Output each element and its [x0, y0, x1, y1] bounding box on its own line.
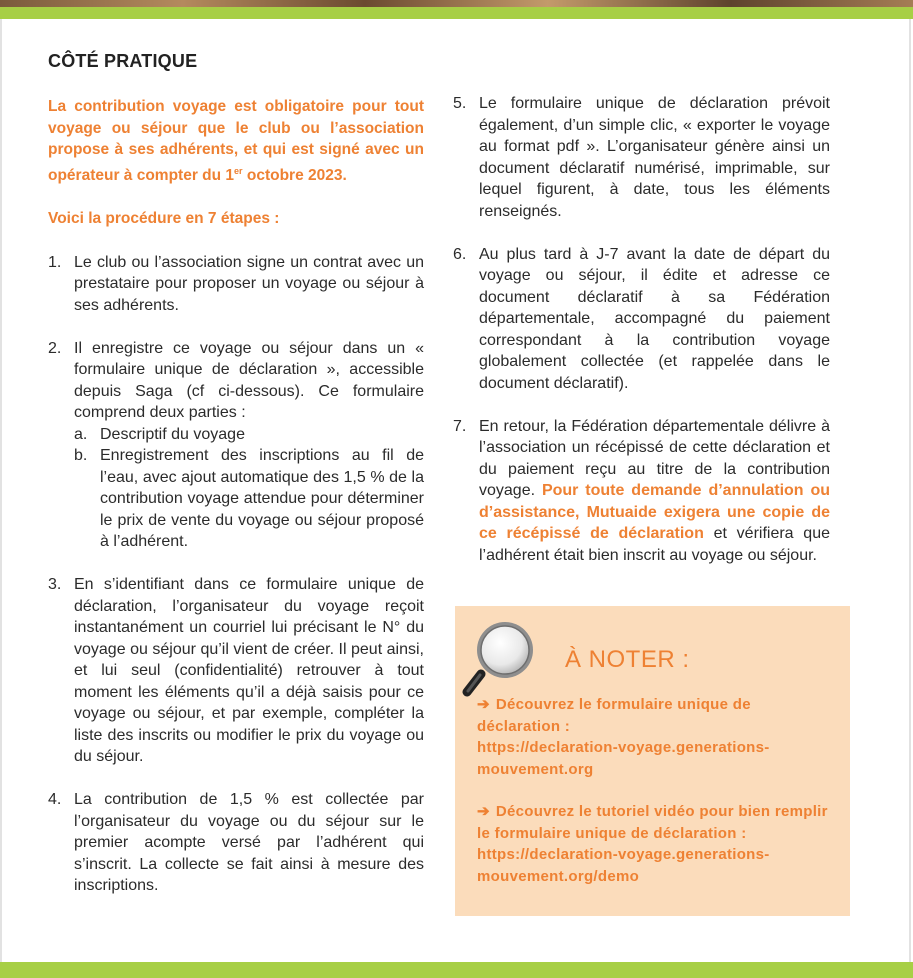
step-5 [453, 93, 830, 222]
sub-item-text: Enregistrement des inscriptions au fil de l’eau, avec ajout automatique des 1,5 % de la contribution voyage attendue pour déterminer le prix de vente du voyage ou séjour proposé à l’adhérent. [100, 447, 424, 551]
sub-item-a [74, 424, 424, 446]
step-number: 6. [453, 245, 467, 263]
step-text: Il enregistre ce voyage ou séjour dans un « formulaire unique de déclaration », accessible depuis Saga (cf ci-dessous). Ce formulaire comprend deux parties : [74, 339, 424, 422]
intro-text: La contribution voyage est obligatoire pour tout voyage ou séjour que le club ou l’association propose à ses adhérents, et qui est signé avec un opérateur à compter du 1 [48, 98, 424, 184]
sub-item-letter: b. [74, 447, 88, 465]
step-text-part: En retour, la Fédération départementale délivre à l’association un récépissé de cette déclaration et du paiement reçu au titre de la contribution voyage. [479, 417, 830, 499]
sub-item-letter: a. [74, 425, 88, 443]
step-3 [48, 574, 424, 768]
intro-paragraph [48, 96, 424, 186]
step-4 [48, 789, 424, 897]
right-column [453, 93, 830, 588]
sub-item-text: Descriptif du voyage [100, 425, 245, 443]
intro-superscript: er [234, 165, 243, 176]
note-item-text: Découvrez le formulaire unique de déclaration : [477, 696, 751, 735]
steps-title: Voici la procédure en 7 étapes : [48, 210, 280, 228]
step-text: Au plus tard à J-7 avant la date de départ du voyage ou séjour, il édite et adresse ce document déclaratif à sa Fédération départementale, accompagné du paiement correspondant à la contribution voyage globalement collectée (et rappelée dans le document déclaratif). [479, 245, 830, 392]
step-text: La contribution de 1,5 % est collectée par l’organisateur du voyage ou du séjour sur le premier acompte versé par l’adhérent qui s’inscrit. La collecte se fait ainsi à mesure des inscriptions. [74, 791, 424, 895]
step-number: 1. [48, 253, 62, 271]
step-number: 7. [453, 417, 467, 435]
step-number: 4. [48, 791, 62, 809]
arrow-right-icon: ➔ [477, 696, 490, 713]
note-title: À NOTER : [565, 646, 690, 673]
step-7 [453, 416, 830, 567]
note-link[interactable]: https://declaration-voyage.generations-mouvement.org [477, 739, 770, 778]
step-6 [453, 244, 830, 395]
step-text: En s’identifiant dans ce formulaire unique de déclaration, l’organisateur du voyage reçoit instantanément un courriel lui précisant le N° du voyage ou séjour qu’il vient de créer. Il peut ainsi, et lui seul (confidentialité) retrouver à tout moment les éléments qu’il a déjà saisis pour ce voyage ou séjour, et par exemple, compléter la liste des inscrits ou modifier le prix du voyage ou du séjour. [74, 576, 424, 766]
page-border-left [0, 19, 2, 962]
sub-item-b [74, 445, 424, 553]
note-item-text: Découvrez le tutoriel vidéo pour bien remplir le formulaire unique de déclaration : [477, 803, 828, 842]
page-border-right [909, 19, 911, 962]
header-photo-strip [0, 0, 913, 7]
step-number: 3. [48, 576, 62, 594]
step-highlight-text: Pour toute demande d’annulation ou d’assistance, Mutuaide exigera une copie de ce récépissé de déclaration [479, 482, 831, 542]
step-number: 2. [48, 339, 62, 357]
left-column [48, 48, 424, 918]
footer-green-bar [0, 962, 913, 978]
note-box [455, 606, 850, 916]
note-link[interactable]: https://declaration-voyage.generations-mouvement.org/demo [477, 846, 770, 885]
magnifying-glass-icon [461, 616, 539, 702]
note-item-tutorial [477, 801, 829, 887]
step-2 [48, 338, 424, 553]
arrow-right-icon: ➔ [477, 803, 490, 820]
note-item-form [477, 694, 829, 780]
step-number: 5. [453, 95, 467, 112]
step-text: Le club ou l’association signe un contrat avec un prestataire pour proposer un voyage ou séjour à ses adhérents. [74, 253, 424, 314]
step-text: Le formulaire unique de déclaration prévoit également, d’un simple clic, « exporter le voyage au format pdf ». L’organisateur génère ainsi un document déclaratif numérisé, imprimable, sur lequel figurent, à date, tous les éléments renseignés. [479, 95, 830, 220]
intro-text-end: octobre 2023. [242, 166, 347, 184]
section-title: CÔTÉ PRATIQUE [48, 51, 198, 71]
step-text [479, 416, 830, 567]
step-text-part: et vérifiera que l’adhérent était bien inscrit au voyage ou séjour. [479, 525, 831, 564]
header-green-bar [0, 7, 913, 19]
step-1 [48, 252, 424, 317]
